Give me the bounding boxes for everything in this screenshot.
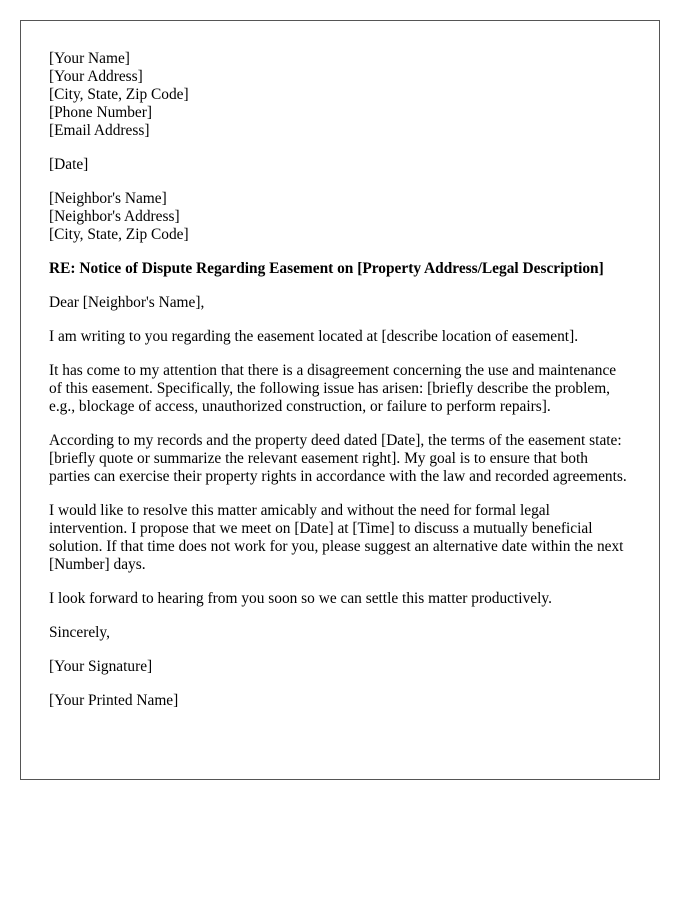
sender-phone: [Phone Number]: [49, 104, 153, 121]
sender-address: [Your Address]: [49, 68, 143, 85]
letter-page: [20, 20, 660, 780]
sender-email: [Email Address]: [49, 122, 150, 139]
paragraph-resolution: I would like to resolve this matter amicably and without the need for formal legal intervention. I propose that we meet on [Date] at [Time] to discuss a mutually beneficial solution. If that time does not work for you, please suggest an alternative date within the next [Number] days.: [49, 502, 624, 573]
salutation: Dear [Neighbor's Name],: [49, 294, 205, 311]
subject-line: RE: Notice of Dispute Regarding Easement on [Property Address/Legal Description]: [49, 260, 604, 277]
paragraph-issue: It has come to my attention that there is a disagreement concerning the use and maintenance of this easement. Specifically, the following issue has arisen: [briefly describe the problem, e.g., blockage of access, unauthorized construction, or failure to perform repairs].: [49, 362, 617, 415]
signature: [Your Signature]: [49, 658, 153, 675]
sender-name: [Your Name]: [49, 50, 130, 67]
paragraph-intro: I am writing to you regarding the easement located at [describe location of easement].: [49, 328, 579, 345]
letter-date: [Date]: [49, 156, 89, 173]
paragraph-closing-remark: I look forward to hearing from you soon so we can settle this matter productively.: [49, 590, 552, 607]
sender-city-state-zip: [City, State, Zip Code]: [49, 86, 189, 103]
paragraph-terms: According to my records and the property deed dated [Date], the terms of the easement state: [briefly quote or summarize the relevant easement right]. My goal is to ensure that both parties can exercise their property rights in accordance with the law and recorded agreements.: [49, 432, 627, 485]
date-block: [49, 156, 631, 174]
recipient-city-state-zip: [City, State, Zip Code]: [49, 226, 189, 243]
closing: Sincerely,: [49, 624, 110, 641]
printed-name: [Your Printed Name]: [49, 692, 179, 709]
recipient-name: [Neighbor's Name]: [49, 190, 167, 207]
sender-block: [49, 50, 631, 140]
recipient-block: [49, 190, 631, 244]
recipient-address: [Neighbor's Address]: [49, 208, 180, 225]
